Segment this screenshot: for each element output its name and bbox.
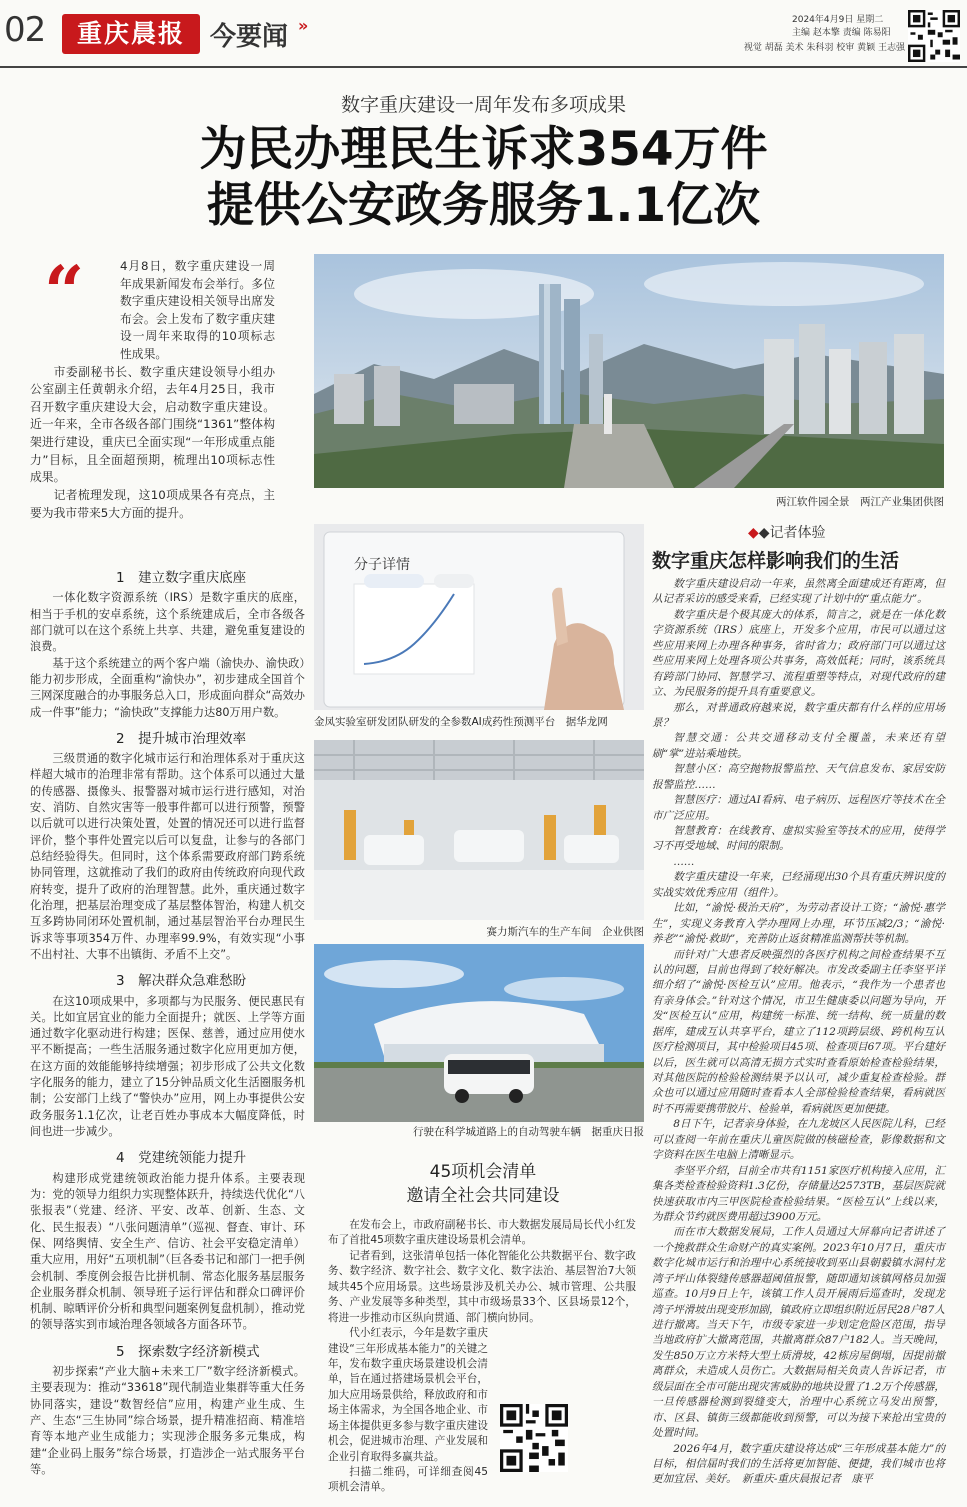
section-4-title: 4 党建统领能力提升 <box>116 1150 247 1167</box>
city-panorama-image <box>314 254 944 488</box>
section-1-paragraph-2: 基于这个系统建立的两个客户端（渝快办、渝快政）能力初步形成，全面重构“渝快办”，初步建成全国首个三网深度融合的办事服务总入口，形成面向群众“高效办成一件事”能力；“渝快政”支撑能力达80万用户数。 <box>30 656 305 719</box>
section-2-paragraph-1: 三级贯通的数字化城市运行和治理体系对于重庆这样超大城市的治理非常有帮助。这个体系可以通过大量的传感器、摄像头、报警器对城市运行进行感知，对治安、消防、自然灾害等一般事件都可以进行预警，预警以后就可以进行决策处置，处置的情况还可以进行监督评价，整个事件处置完以后可以复盘，让参与的各部门总结经验得失。但同时，这个体系需要政府部门跨系统协同管理，这就推动了我们的政府由传统政府向现代政府转变，提升了政府的治理智慧。此外，重庆通过数字化治理，把基层治理变成了基层整体智治，构建人机交互多跨协同闭环处置机制，通过基层智治平台办理民生诉求等事项354万件、办理率99.9%，有效实现“小事不出村社、大事不出镇街、矛盾不上交”。 <box>30 752 305 961</box>
staff-line-1: 主编 赵本擎 责编 陈易阳 <box>792 28 891 38</box>
masthead-info <box>792 14 902 40</box>
issue-date: 2024年4月9日 星期二 <box>792 15 884 25</box>
article-lead <box>30 250 275 522</box>
top-photo-caption: 两江软件园全景 两江产业集团供图 <box>776 496 944 508</box>
lead-paragraph-3: 记者梳理发现，这10项成果各有亮点，主要为我市带来5大方面的提升。 <box>30 487 275 520</box>
reporter-paragraph: 李坚平介绍，目前全市共有1151家医疗机构接入应用，汇集各类检查检验资料1.3亿份，存储量达2573TB，基层医院就快速获取市内三甲医院检查检验结果。“医检互认”上线以来，为群众节约就医费用超过3900万元。 <box>652 1164 945 1223</box>
opportunity-list-title-line-2: 邀请全社会共同建设 <box>406 1186 560 1206</box>
qr-code-icon[interactable] <box>908 10 960 62</box>
qr-code-icon[interactable] <box>500 1404 568 1472</box>
opportunity-list-title-line-1: 45项机会清单 <box>429 1162 537 1182</box>
reporter-paragraph: 比如，“渝悦·极治天府”，为劳动者设计工资；“渝悦·惠学生”，实现义务教育入学办理网上办理，环节压减2/3；“渝悦·养老”“渝悦·救助”，充善防止返贫精准监测帮扶等机制。 <box>652 902 945 946</box>
autonomous-bus-image <box>314 944 644 1122</box>
article-headline <box>0 122 967 234</box>
diamond-icon: ◆ <box>748 525 759 541</box>
article-kicker: 数字重庆建设一周年发布多项成果 <box>340 94 626 116</box>
reporter-paragraph: 那么，对普通政府越来说，数字重庆都有什么样的应用场景？ <box>652 701 945 729</box>
reporter-experience-tag <box>748 522 826 542</box>
reporter-paragraph: 数字重庆是个极其庞大的体系，简言之，就是在一体化数字资源系统（IRS）底座上，开发多个应用，市民可以通过这些应用来网上办理各种事务，省时省力；政府部门可以通过这些应用来网上处理各项公共事务，高效低耗；同时，该系统具有跨部门协同、智慧学习、流程重塑等特点，对现代政府的建立、为民服务的提升具有重要意义。 <box>652 608 945 699</box>
reporter-tag-label: ◆记者体验 <box>758 525 826 541</box>
section-2-title: 2 提升城市治理效率 <box>116 730 247 747</box>
reporter-paragraph: …… <box>673 855 695 868</box>
article-body-left <box>30 570 305 1478</box>
section-1-title: 1 建立数字重庆底座 <box>116 570 247 586</box>
photo-liangjiang-software-park <box>314 254 944 488</box>
factory-photo-caption: 赛力斯汽车的生产车间 企业供图 <box>486 926 644 938</box>
quote-mark-icon: “ <box>44 250 85 333</box>
staff-line-2: 视觉 胡磊 美术 朱科羽 校审 黄颖 王志强 <box>743 43 905 53</box>
lead-paragraph-2: 市委副秘书长、数字重庆建设领导小组办公室副主任黄朝永介绍，去年4月25日，我市召开数字重庆建设大会，启动数字重庆建设。近一年来，全市各级各部门围绕“1361”整体构架进行建设，重庆已全面实现“一年形成重点能力”目标，且全面超预期，梳理出10项标志性成果。 <box>30 364 275 485</box>
photo-seres-factory <box>314 740 644 920</box>
reporter-paragraph: 而在市大数据发展局，工作人员通过大屏幕向记者讲述了一个挽救群众生命财产的真实案例。2023年10月7日，重庆市数字化城市运行和治理中心系统接收到巫山县朝毅镇水洞村龙湾子坪山体裂缝传感器超阈值报警，随即通知该镇网格员加强巡查。10月9日上午，该镇工作人员开展雨后巡查时，发现龙湾子坪滑坡出现变形加剧，镇政府立即组织附近居民28户87人进行撤离。当天下午，市级专家进一步划定危险区范围，指导当地政府扩大撤离范围，共撤离群众87户182人。当天晚间，发生850万立方米特大型土质滑坡，42栋房屋倒塌，因提前撤离群众，未造成人员伤亡。大数据局相关负责人告诉记者，市级层面在全市可能出现灾害威胁的地块设置了1.2万个传感器，一旦传感器检测到裂缝变大，治理中心系统立马发出预警，市、区县、镇街三级都能收到预警，可以为接下来抢出宝贵的处置时间。 <box>652 1226 945 1440</box>
reporter-article-body <box>652 577 945 1488</box>
lead-paragraph-1: 4月8日，数字重庆建设一周年成果新闻发布会举行。多位数字重庆建设相关领导出席发布会。会上发布了数字重庆建设一周年来取得的10项标志性成果。 <box>120 259 275 362</box>
opportunity-paragraph-1: 在发布会上，市政府副秘书长、市大数据发展局局长代小红发布了首批45项数字重庆建设场景机会清单。 <box>328 1219 636 1247</box>
bus-photo-caption: 行驶在科学城道路上的自动驾驶车辆 据重庆日报 <box>413 1126 644 1138</box>
photo-autonomous-bus <box>314 944 644 1122</box>
opportunity-paragraph-4: 扫描二维码，可详细查阅45项机会清单。 <box>328 1466 488 1494</box>
opportunity-paragraph-3: 代小红表示，今年是数字重庆建设“三年形成基本能力”的关键之年，发布数字重庆场景建设机会清单，旨在通过搭建场景机会平台，加大应用场景供给，释放政府和市场主体需求，为全国各地企业、市场主体提供更多参与数字重庆建设机会，促进城市治理、产业发展和企业引育取得多赢共益。 <box>328 1327 488 1463</box>
opportunity-paragraph-2: 记者看到，这张清单包括一体化智能化公共数据平台、数字政务、数字经济、数字社会、数字文化、数字法治、基层智治7大领域共45个应用场景。这些场景涉及机关办公、城市管理、公共服务、产业发展等多种类型，其中市级场景33个、区县场景12个，将进一步推动市区纵向贯通、部门横向协同。 <box>328 1249 636 1324</box>
reporter-paragraph: 而针对广大患者反映强烈的各医疗机构之间检查结果不互认的问题，目前也得到了较好解决。市发改委副主任李坚平详细介绍了“渝悦·医检互认”应用。他表示，“我作为一个患者也有亲身体会。”针对这个情况，市卫生健康委以问题为导向，开发“医检互认”应用，构建统一标准、统一结构、统一质量的数据库，建成互认共享平台，建立了112项跨层级、跨机构互认医疗检测项目，其中检验项目45项、检查项目67项。平台建好以后，医生就可以高清无损方式实时查看原始检查检验结果，对其他医院的检验检测结果予以认可，减少重复检查检验。群众也可以通过应用随时查看本人全部检验检查结果，看病就医时不再需要携带胶片、检验单，看病就医更加便捷。 <box>652 948 945 1115</box>
reporter-paragraph: 数字重庆建设启动一年来，虽然离全面建成还有距离，但从记者采访的感受来看，已经实现了计划中的“重点能力”。 <box>652 578 945 606</box>
tablet-image <box>314 524 644 710</box>
opportunity-list-title <box>328 1160 638 1208</box>
reporter-paragraph: 2026年4月，数字重庆建设将达成“三年形成基本能力”的目标，相信届时我们的生活将更加智能、便捷，我们城市也将更加宜居、美好。 新重庆-重庆晨报记者 康平 <box>652 1442 945 1486</box>
reporter-paragraph: 智慧医疗：通过AI看病、电子病历、远程医疗等技术在全市广泛应用。 <box>652 794 945 822</box>
page-number: 02 <box>4 10 46 50</box>
section-5-title: 5 探索数字经济新模式 <box>116 1343 260 1360</box>
tablet-screen-title: 分子详情 <box>354 557 410 573</box>
factory-image <box>314 740 644 920</box>
section-3-paragraph-1: 在这10项成果中，多项都与为民服务、便民惠民有关。比如宜居宜业的能力全面提升；就医、上学等方面通过数字化驱动进行构建；医保、慈善，通过应用使水平不断提高；一些生活服务通过数字化应用更加方便，在这方面的效能能够持续增强；初步形成了公共文化数字化服务的能力，建立了15分钟品质文化生活圈服务机制；公安部门上线了“警快办”应用，网上办事提供公安政务服务1.1亿次，让老百姓办事成本大幅度降低，时间也进一步减少。 <box>30 994 305 1138</box>
section-arrows: » <box>298 16 309 35</box>
reporter-article-title: 数字重庆怎样影响我们的生活 <box>652 550 900 572</box>
photo-ai-platform-tablet <box>314 524 644 710</box>
section-4-paragraph-1: 构建形成党建统领政治能力提升体系。主要表现为：党的领导力组织力实现整体跃升，持续迭代优化“八张报表”（党建、经济、平安、改革、创新、生态、文化、民生报表）“八张问题清单”（巡视、督查、审计、环保、网络舆情、安全生产、信访、社会平安稳定清单）重大应用，用好“五项机制”（巨各委书记和部门一把手例会机制、季度例会报告比拼机制、常态化服务基层服务企业服务群众机制、领导班子运行评估和群众口碑评价机制、晾晒评价分析和典型问题案例复盘机制），推动党的领导落实到市域治理各领域各方面各环节。 <box>30 1171 305 1332</box>
section-1-paragraph-1: 一体化数字资源系统（IRS）是数字重庆的底座，相当于手机的安卓系统，这个系统建成后，全市各级各部门就可以在这个系统上共享、共建，避免重复建设的浪费。 <box>30 591 305 654</box>
section-5-paragraph-1: 初步探索“产业大脑+未来工厂”数字经济新模式。主要表现为：推动“33618”现代制造业集群等重大任务协同落实，建设“数智经信”应用，构建产业生成、生产、生态“三生协同”综合场景，提升精准招商、精准培育等本地产业生成能力；实现涉企服务多元集成，构建“企业码上服务”综合场景，打造涉企一站式服务平台等。 <box>30 1365 305 1476</box>
reporter-paragraph: 数字重庆建设一年来，已经涌现出30个具有重庆辨识度的实战实效优秀应用（组件）。 <box>652 871 945 899</box>
headline-line-2: 提供公安政务服务1.1亿次 <box>206 178 761 233</box>
tablet-photo-caption: 金凤实验室研发团队研发的全参数AI成药性预测平台 据华龙网 <box>314 716 608 728</box>
reporter-paragraph: 8日下午，记者亲身体验，在九龙坡区人民医院儿科，已经可以查阅一年前在重庆儿童医院做的核磁检查，影像数据和文字资料在医生电脑上清晰显示。 <box>652 1118 945 1162</box>
reporter-paragraph: 智慧教育：在线教育、虚拟实验室等技术的应用，使得学习不再受地域、时间的限制。 <box>652 825 945 853</box>
opportunity-list-body <box>328 1218 636 1496</box>
headline-line-1: 为民办理民生诉求354万件 <box>199 122 768 177</box>
reporter-paragraph: 智慧小区：高空抛物报警监控、天气信息发布、家居安防报警监控…… <box>652 763 945 791</box>
section-3-title: 3 解决群众急难愁盼 <box>116 973 247 990</box>
newspaper-logo: 重庆晨报 <box>62 14 200 54</box>
reporter-paragraph: 智慧交通：公共交通移动支付全覆盖，未来还有望刷“掌”进站乘地铁。 <box>652 732 945 760</box>
section-title: 今要闻 <box>210 22 289 52</box>
masthead-rule <box>0 66 967 68</box>
